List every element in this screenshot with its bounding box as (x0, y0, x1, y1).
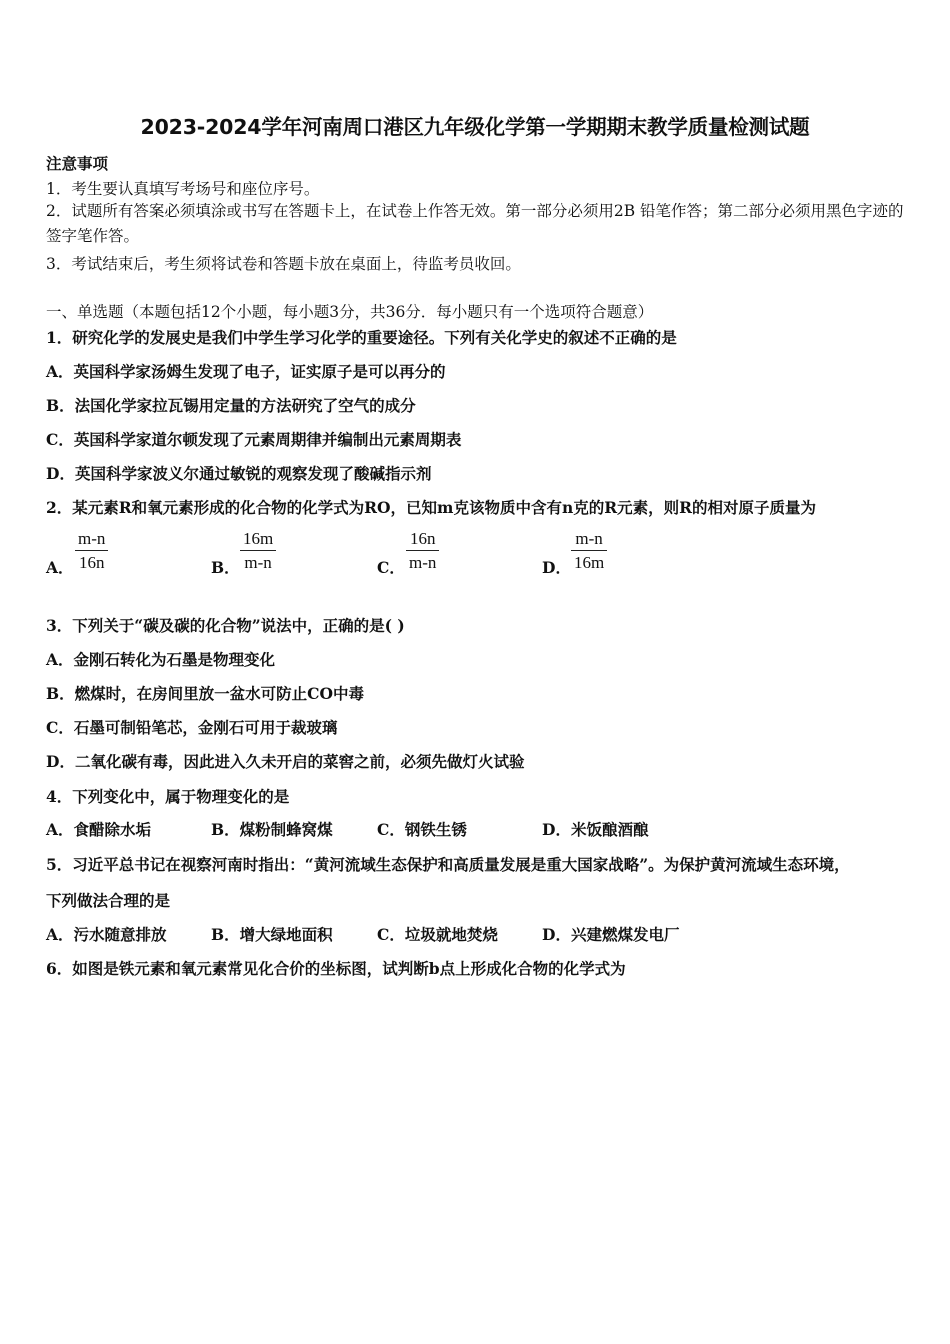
question-4-option-a: A．食醋除水垢 (46, 820, 152, 839)
question-4-option-c: C．钢铁生锈 (377, 820, 467, 839)
question-4-stem: 4．下列变化中，属于物理变化的是 (46, 787, 290, 806)
notice-item-3: 3．考试结束后，考生须将试卷和答题卡放在桌面上，待监考员收回。 (46, 255, 521, 273)
question-3-stem: 3．下列关于“碳及碳的化合物”说法中，正确的是( ) (46, 616, 405, 635)
option-label: A． (46, 558, 74, 577)
question-1-stem: 1．研究化学的发展史是我们中学生学习化学的重要途径。下列有关化学史的叙述不正确的是 (46, 328, 677, 347)
numerator: 16m (240, 528, 276, 551)
question-1-option-c: C．英国科学家道尔顿发现了元素周期律并编制出元素周期表 (46, 430, 462, 449)
question-5-stem-line-1: 5．习近平总书记在视察河南时指出：“黄河流域生态保护和高质量发展是重大国家战略”。为保护黄河流域生态环境， (46, 855, 850, 874)
question-5-option-c: C．垃圾就地焚烧 (377, 925, 498, 944)
question-3-option-d: D．二氧化碳有毒，因此进入久未开启的菜窖之前，必须先做灯火试验 (46, 752, 525, 771)
question-5-option-a: A．污水随意排放 (46, 925, 167, 944)
denominator: m-n (244, 553, 272, 572)
numerator: m-n (75, 528, 108, 551)
question-1-option-a: A．英国科学家汤姆生发现了电子，证实原子是可以再分的 (46, 362, 446, 381)
question-5-option-d: D．兴建燃煤发电厂 (542, 925, 680, 944)
option-label: B． (211, 558, 240, 577)
notice-item-1: 1．考生要认真填写考场号和座位序号。 (46, 180, 320, 198)
question-3-option-a: A．金刚石转化为石墨是物理变化 (46, 650, 276, 669)
page-title: 2023-2024学年河南周口港区九年级化学第一学期期末教学质量检测试题 (140, 115, 810, 139)
fraction (240, 528, 276, 575)
question-5-stem-line-2: 下列做法合理的是 (46, 891, 171, 910)
question-1-option-d: D．英国科学家波义尔通过敏锐的观察发现了酸碱指示剂 (46, 464, 432, 483)
question-1-option-b: B．法国化学家拉瓦锡用定量的方法研究了空气的成分 (46, 396, 416, 415)
denominator: 16n (78, 553, 105, 572)
notice-item-2: 2．试题所有答案必须填涂或书写在答题卡上，在试卷上作答无效。第一部分必须用2B 铅笔作答；第二部分必须用黑色字迹的签字笔作答。 (46, 202, 904, 245)
question-4-option-b: B．煤粉制蜂窝煤 (211, 820, 333, 839)
question-4-option-d: D．米饭酿酒酿 (542, 820, 649, 839)
question-4-options (46, 818, 906, 840)
question-5-options (46, 923, 906, 945)
fraction (75, 528, 108, 575)
fraction (406, 528, 439, 575)
option-label: D． (542, 558, 571, 577)
option-label: C． (377, 558, 405, 577)
notice-heading: 注意事项 (46, 154, 109, 173)
numerator: 16n (406, 528, 439, 551)
denominator: 16m (574, 553, 605, 572)
question-2-stem: 2．某元素R和氧元素形成的化合物的化学式为RO，已知m克该物质中含有n克的R元素，则R的相对原子质量为 (46, 498, 816, 517)
fraction (571, 528, 607, 575)
question-3-option-c: C．石墨可制铅笔芯，金刚石可用于裁玻璃 (46, 718, 338, 737)
numerator: m-n (571, 528, 607, 551)
denominator: m-n (409, 553, 437, 572)
question-5-option-b: B．增大绿地面积 (211, 925, 333, 944)
section-heading: 一、单选题（本题包括12个小题，每小题3分，共36分．每小题只有一个选项符合题意） (46, 303, 654, 321)
question-3-option-b: B．燃煤时，在房间里放一盆水可防止CO中毒 (46, 684, 364, 703)
question-6-stem: 6．如图是铁元素和氧元素常见化合价的坐标图，试判断b点上形成化合物的化学式为 (46, 959, 626, 978)
